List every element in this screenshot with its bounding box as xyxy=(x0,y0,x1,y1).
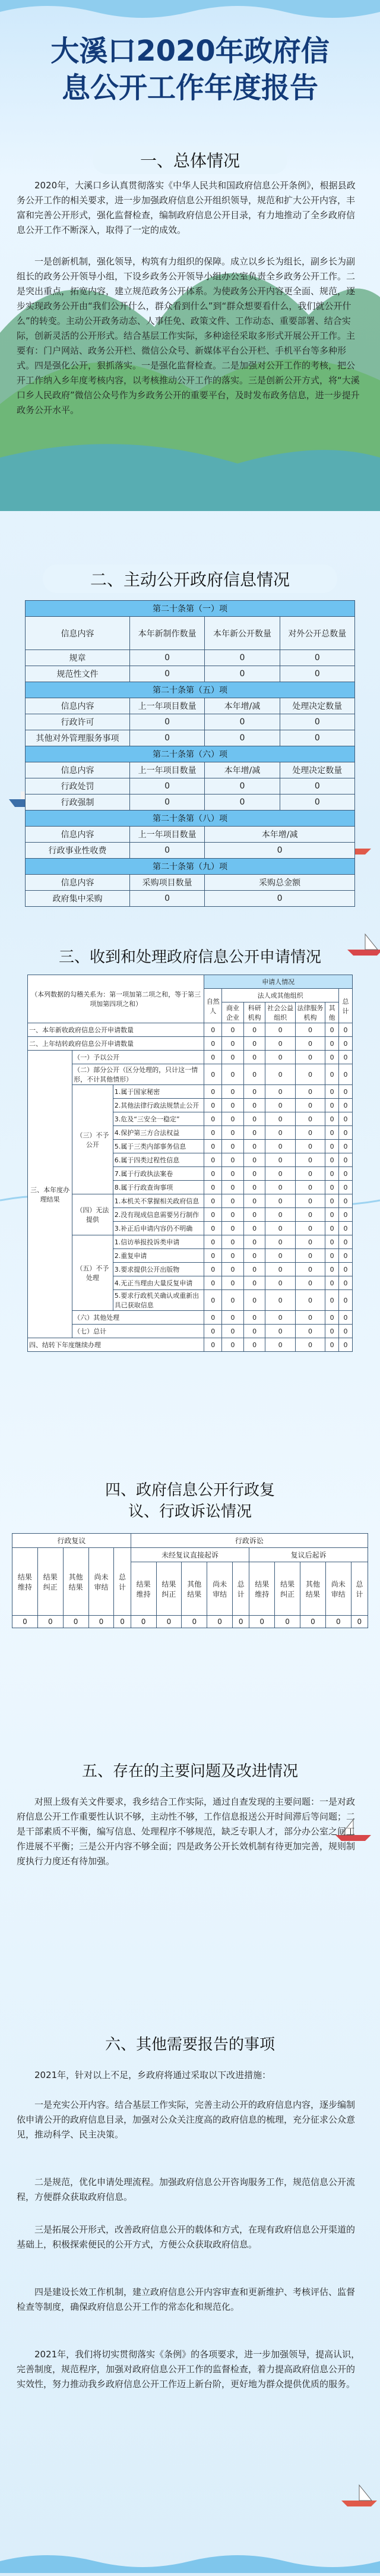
column-header: 社会公益组织 xyxy=(265,1002,295,1023)
column-header: 法律服务机构 xyxy=(295,1002,325,1023)
table-row: 3.要求提供公开出版物 0 0 0 0 0 0 0 xyxy=(28,1263,353,1276)
section6-paragraph5: 四是建设长效工作机制，建立政府信息公开内容审查和更新维护、考核评估、监督检查等制度，确保政府信息公开工作的常态化和规范化。 xyxy=(17,2287,356,2312)
table-row: 行政处罚 0 0 0 xyxy=(26,778,355,794)
table-row: （五）不予处理 1.信访举报投诉类申请 0 0 0 0 0 0 0 xyxy=(28,1235,353,1249)
table-row: 政府集中采购 0 0 xyxy=(26,891,355,907)
table-row: 5.要求行政机关确认或重新出具已获取信息 0 0 0 0 0 0 0 xyxy=(28,1290,353,1311)
table-row: 行政许可 0 0 0 xyxy=(26,714,355,730)
report-title-line1: 大溪口2020年政府信 xyxy=(50,34,330,68)
review-litigation-table: 行政复议 行政诉讼 结果维持 结果纠正 其他结果 尚未审结 总计 未经复议直接起诉 复议后起诉 结果维持 结果纠正 其他结果 尚未审结 总计 结果维持 结果纠正 其他结果 尚未审结 总计 0 0 0 0 0 0 0 0 0 0 0 0 0 0 0 xyxy=(12,1533,368,1628)
report-title xyxy=(0,33,380,106)
table-row: 3.危及“三安全一稳定” 0 0 0 0 0 0 0 xyxy=(28,1112,353,1126)
section6-paragraph3: 二是规范，优化申请处理流程。加强政府信息公开咨询服务工作，规范信息公开流程，方便群众获取政府信息。 xyxy=(17,2177,356,2202)
column-header: 商业企业 xyxy=(222,1002,244,1023)
table-row: 2.其他法律行政法规禁止公开 0 0 0 0 0 0 0 xyxy=(28,1099,353,1112)
section6-paragraph1: 2021年，针对以上不足，乡政府将通过采取以下改进措施： xyxy=(34,2070,271,2080)
table-row: （四）无法提供 1.本机关不掌握相关政府信息 0 0 0 0 0 0 0 xyxy=(28,1194,353,1208)
column-header: 科研机构 xyxy=(243,1002,265,1023)
table-row: 其他对外管理服务事项 0 0 0 xyxy=(26,730,355,746)
table-row: 三、本年度办理结果 （一）予以公开 0 0 0 0 0 0 0 xyxy=(28,1051,353,1064)
section6-heading: 六、其他需要报告的事项 xyxy=(104,2036,275,2054)
section3-heading: 三、收到和处理政府信息公开申请情况 xyxy=(58,948,321,966)
section4-heading: 四、政府信息公开行政复 议、行政诉讼情况 xyxy=(104,1481,275,1521)
section1-paragraph2: 一是创新机制，强化领导，构筑有力组织的保障。成立以乡长为组长，副乡长为副组长的政务公开领导小组，下设乡政务公开领导小组办公室负责全乡政务公开工作。二是突出重点，拓宽内容，建立规范政务公开体系。为使政务公开内容更全面、规范，逐步实现政务公开由“我们公开什么，群众看到什么”到“群众想要看什么，我们就公开什么”的转变。主动公开政务动态、人事任免、政策文件、工作动态、重要部署、结合实际，创新灵活的公开形式。结合基层工作实际，多种途径采取多形式开展公开工作。主要有：门户网站、政务公开栏、微信公众号、新媒体平台公开栏、手机平台等多种形式。四是强化公开，狠抓落实。一是强化监督检查。二是加强对公开工作的考核，把公开工作纳入乡年度考核内容，以考核推动公开工作的落实。三是创新公开方式，将“大溪口乡人民政府”微信公众号作为乡政务公开的重要平台，及时发布政务信息，进一步提升政务公开水平。 xyxy=(17,256,360,415)
section1-heading: 一、总体情况 xyxy=(0,146,380,174)
section2-heading: 二、主动公开政府信息情况 xyxy=(0,565,380,593)
section6-paragraph6: 2021年，我们将切实贯彻落实《条例》的各项要求，进一步加强领导，提高认识，完善制度，规范程序，加强对政府信息公开工作的监督检查，着力提高政府信息公开的实效性，努力推动我乡政府信息公开工作迈上新台阶，更好地为群众提供优质的服务。 xyxy=(17,2349,360,2389)
table-row: 8.属于行政查询事项 0 0 0 0 0 0 0 xyxy=(28,1181,353,1194)
table-row: 4.保护第三方合法权益 0 0 0 0 0 0 0 xyxy=(28,1126,353,1140)
table-row: 规章 0 0 0 xyxy=(26,650,355,666)
section1-paragraph1: 2020年，大溪口乡认真贯彻落实《中华人民共和国政府信息公开条例》，根据县政务公开工作的相关要求，进一步加强政府信息公开组织领导，规范和扩大公开内容，丰富和完善公开形式，强化监督检查，编制政府信息公开目录，有力地推动了全乡政府信息公开工作不断深入，取得了一定的成效。 xyxy=(17,180,356,235)
table-row: 4.无正当理由大量反复申请 0 0 0 0 0 0 0 xyxy=(28,1276,353,1290)
section5-heading: 五、存在的主要问题及改进情况 xyxy=(81,1762,298,1780)
section5-paragraph: 对照上级有关文件要求，我乡结合工作实际，通过自查发现的主要问题：一是对政府信息公开工作重要性认识不够，主动性不够，工作信息报送公开时间滞后等问题；二是干部素质不平衡，编写信息、处理程序不够规范，缺乏专职人才，部分办公室之间工作进展不平衡；三是公开内容不够全面；四是政务公开长效机制有待更加完善，规则制度执行力度还有待加强。 xyxy=(17,1796,356,1866)
table-row: 规范性文件 0 0 0 xyxy=(26,666,355,682)
wave-decoration xyxy=(0,2549,380,2573)
table-row: （六）其他处理 0 0 0 0 0 0 0 xyxy=(28,1311,353,1325)
table-row: 2.没有现成信息需要另行制作 0 0 0 0 0 0 0 xyxy=(28,1208,353,1222)
sailboat-icon xyxy=(338,2484,380,2508)
table-row: 3.补正后申请内容仍不明确 0 0 0 0 0 0 0 xyxy=(28,1222,353,1235)
section6-paragraph4: 三是拓展公开形式，改善政府信息公开的载体和方式，在现有政府信息公开渠道的基础上，积极探索便民的公开方式，方便公众获取政府信息。 xyxy=(17,2224,356,2250)
table-row: 四、结转下年度继续办理 0 0 0 0 0 0 0 xyxy=(28,1338,353,1352)
table-row: 0 0 0 0 0 0 0 0 0 0 0 0 0 0 0 xyxy=(12,1616,368,1628)
table-row: 一、本年新收政府信息公开申请数量 0 0 0 0 0 0 0 xyxy=(28,1023,353,1037)
table-row: 二、上年结转政府信息公开申请数量 0 0 0 0 0 0 0 xyxy=(28,1037,353,1051)
top-wave-decoration xyxy=(0,0,380,24)
table-row: 7.属于行政执法案卷 0 0 0 0 0 0 0 xyxy=(28,1167,353,1181)
table-article20-item1: 第二十条第（一）项 信息内容 本年新制作数量 本年新公开数量 对外公开总数量 规章 0 0 0 规范性文件 0 0 0 第二十条第（五）项 信息内容 上一年项目数量 本年增/减 处理决定数量 行政许可 0 0 0 其他对外管理服务事项 0 0 0 第二十条第（六）项 信息内容 上一年项目数量 本年增/减 处理决定数量 行政处罚 0 0 0 行政强制 0 0 0 第二十条第（八）项 信息内容 上一年项目数量 本年增/减 行政事业性收费 0 0 第二十条第（九）项 信息内容 采购项目数量 采购总金额 政府集中采购 0 0 xyxy=(25,600,355,907)
application-handling-table: （本列数据的勾稽关系为：第一项加第二项之和，等于第三项加第四项之和） 申请人情况 自然人 法人或其他组织 总计 商业企业 科研机构 社会公益组织 法律服务机构 其他 一、本年新收政府信息公开申请数量 0 0 0 0 0 0 0 二、上年结转政府信息公开申请数量 0 0 0 0 0 0 0 三、本年度办理结果 （一）予以公开 0 0 0 0 0 0 0 （二）部分公开（区分处理的，只计这一情形，不计其他情形） 0 0 0 0 0 0 0 （三）不予公开 1.属于国家秘密 0 0 0 0 0 0 0 2.其他法律行政法规禁止公开 0 0 0 0 0 0 0 3.危及“三安全一稳定” 0 0 0 0 0 0 0 4.保护第三方合法权益 0 0 0 0 0 0 0 5.属于三类内部事务信息 0 0 0 0 0 0 0 6.属于四类过程性信息 0 0 0 0 0 0 0 7.属于行政执法案卷 0 0 0 0 0 0 0 8.属于行政查询事项 0 0 0 0 0 0 0 （四）无法提供 1.本机关不掌握相关政府信息 0 0 0 0 0 0 0 2.没有现成信息需要另行制作 0 0 0 0 0 0 0 3.补正后申请内容仍不明确 0 0 0 0 0 0 0 （五）不予处理 1.信访举报投诉类申请 0 0 0 0 0 0 0 2.重复申请 0 0 0 0 0 0 0 3.要求提供公开出版物 0 0 0 0 0 0 0 4.无正当理由大量反复申请 0 0 0 0 0 0 0 5.要求行政机关确认或重新出具已获取信息 0 0 0 0 0 0 0 （六）其他处理 0 0 0 0 0 0 0 （七）总计 0 0 0 0 0 0 0 四、结转下年度继续办理 0 0 0 0 0 0 0 xyxy=(27,975,353,1352)
table-row: 5.属于三类内部事务信息 0 0 0 0 0 0 0 xyxy=(28,1140,353,1153)
table-row: （二）部分公开（区分处理的，只计这一情形，不计其他情形） 0 0 0 0 0 0 0 xyxy=(28,1064,353,1085)
report-title-line2: 息公开工作年度报告 xyxy=(61,71,318,105)
column-header: 其他 xyxy=(325,1002,339,1023)
table-row: 2.重复申请 0 0 0 0 0 0 0 xyxy=(28,1249,353,1263)
table-row: （三）不予公开 1.属于国家秘密 0 0 0 0 0 0 0 xyxy=(28,1085,353,1099)
table-row: 行政强制 0 0 0 xyxy=(26,794,355,811)
section6-paragraph2: 一是充实公开内容。结合基层工作实际，完善主动公开的政府信息内容，逐步编制依申请公开的政府信息目录，加强对公众关注度高的政府信息的梳理，充分征求公众意见，推动科学、民主决策。 xyxy=(17,2099,356,2140)
table-row: 6.属于四类过程性信息 0 0 0 0 0 0 0 xyxy=(28,1153,353,1167)
proactive-disclosure-tables xyxy=(25,600,355,907)
table-row: （七）总计 0 0 0 0 0 0 0 xyxy=(28,1325,353,1338)
table-row: 行政事业性收费 0 0 xyxy=(26,843,355,859)
